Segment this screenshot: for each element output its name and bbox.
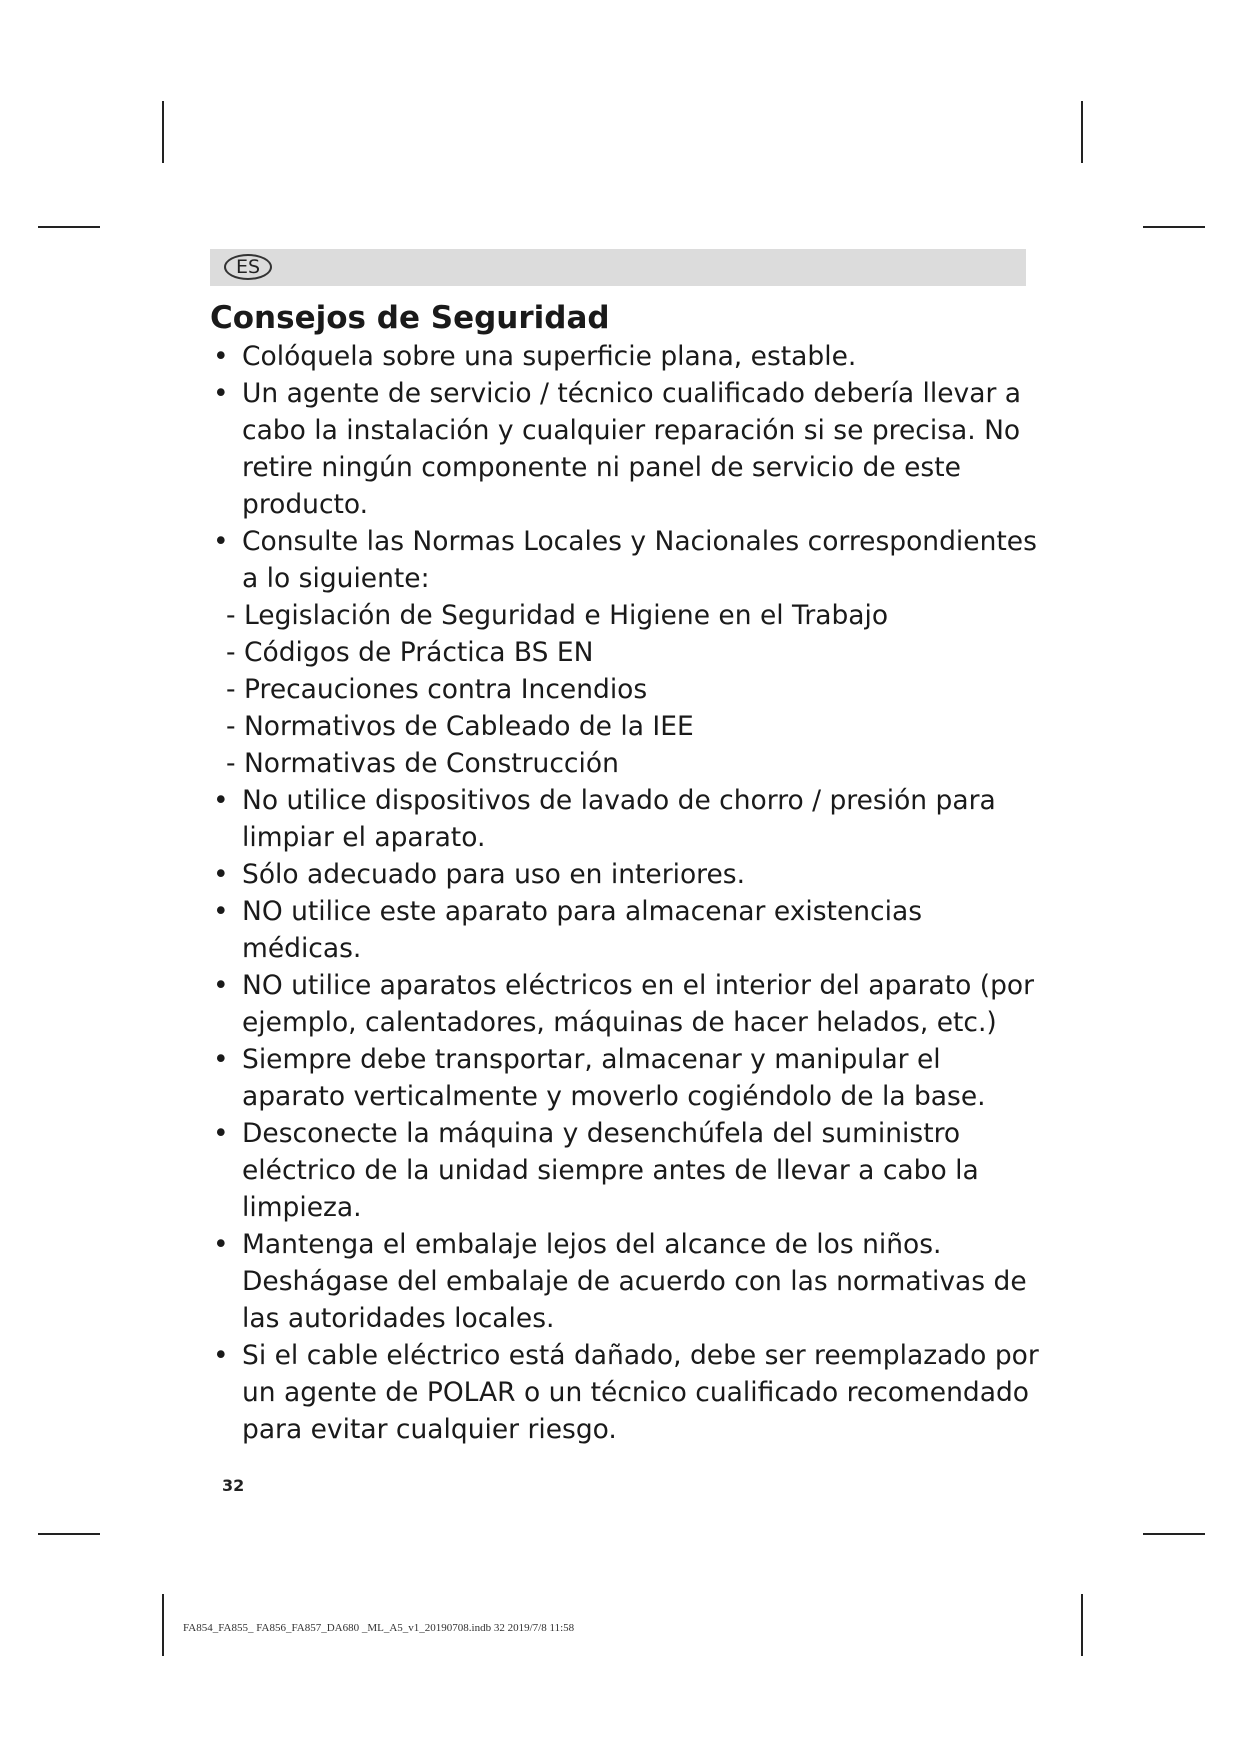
- bullet-icon: •: [213, 859, 229, 890]
- bullet-text: Desconecte la máquina y desenchúfela del suministro eléctrico de la unidad siempre antes de llevar a cabo la limpieza.: [242, 1118, 979, 1223]
- bullet-text: Un agente de servicio / técnico cualificado debería llevar a cabo la instalación y cualquier reparación si se precisa. No retire ningún componente ni panel de servicio de este producto.: [242, 378, 1022, 520]
- bullet-icon: •: [213, 378, 229, 409]
- bullet-item: [210, 782, 1040, 856]
- crop-mark-left-upper: [38, 226, 100, 228]
- bullet-item: [210, 1226, 1040, 1337]
- bullet-icon: •: [213, 341, 229, 372]
- section-title: Consejos de Seguridad: [210, 300, 610, 336]
- bullet-text: Consulte las Normas Locales y Nacionales correspondientes a lo siguiente:: [242, 526, 1037, 594]
- bullet-item: [210, 856, 1040, 893]
- crop-mark-right-lower: [1143, 1533, 1205, 1535]
- sub-item: - Normativos de Cableado de la IEE: [226, 711, 694, 742]
- print-slug: FA854_FA855_ FA856_FA857_DA680 _ML_A5_v1_20190708.indb 32 2019/7/8 11:58: [183, 1622, 575, 1634]
- bullet-icon: •: [213, 970, 229, 1001]
- crop-mark-bottom-left: [162, 1594, 164, 1656]
- crop-mark-top-left: [162, 101, 164, 163]
- bullet-text: Si el cable eléctrico está dañado, debe ser reemplazado por un agente de POLAR o un técnico cualificado recomendado para evitar cualquier riesgo.: [242, 1340, 1039, 1445]
- bullet-icon: •: [213, 785, 229, 816]
- bullet-text: NO utilice este aparato para almacenar existencias médicas.: [242, 896, 923, 964]
- crop-mark-right-upper: [1143, 226, 1205, 228]
- bullet-text: No utilice dispositivos de lavado de chorro / presión para limpiar el aparato.: [242, 785, 996, 853]
- crop-mark-bottom-right: [1081, 1594, 1083, 1656]
- bullet-item: [210, 523, 1040, 597]
- bullet-text: Siempre debe transportar, almacenar y manipular el aparato verticalmente y moverlo cogiéndolo de la base.: [242, 1044, 986, 1112]
- bullet-icon: •: [213, 896, 229, 927]
- sub-item: - Normativas de Construcción: [226, 748, 619, 779]
- bullet-item: [210, 375, 1040, 523]
- bullet-icon: •: [213, 526, 229, 557]
- bullet-item: [210, 967, 1040, 1041]
- crop-mark-top-right: [1081, 101, 1083, 163]
- sub-item: - Legislación de Seguridad e Higiene en el Trabajo: [226, 600, 889, 631]
- bullet-icon: •: [213, 1118, 229, 1149]
- language-bar: [210, 249, 1026, 286]
- bullet-icon: •: [213, 1340, 229, 1371]
- bullet-icon: •: [213, 1229, 229, 1260]
- bullet-item: [210, 893, 1040, 967]
- bullet-text: Colóquela sobre una superficie plana, estable.: [242, 341, 857, 372]
- bullet-item: [210, 1041, 1040, 1115]
- bullet-item: [210, 338, 1040, 375]
- bullet-text: NO utilice aparatos eléctricos en el interior del aparato (por ejemplo, calentadores, máquinas de hacer helados, etc.): [242, 970, 1035, 1038]
- sub-item: - Códigos de Práctica BS EN: [226, 637, 594, 668]
- language-badge: ES: [224, 254, 272, 280]
- bullet-text: Mantenga el embalaje lejos del alcance de los niños. Deshágase del embalaje de acuerdo con las normativas de las autoridades locales.: [242, 1229, 1027, 1334]
- bullet-item: [210, 1337, 1040, 1448]
- crop-mark-left-lower: [38, 1533, 100, 1535]
- page-number: 32: [222, 1476, 245, 1495]
- bullet-icon: •: [213, 1044, 229, 1075]
- bullet-item: [210, 1115, 1040, 1226]
- sub-item: - Precauciones contra Incendios: [226, 674, 648, 705]
- safety-list: [210, 338, 1040, 1448]
- bullet-text: Sólo adecuado para uso en interiores.: [242, 859, 746, 890]
